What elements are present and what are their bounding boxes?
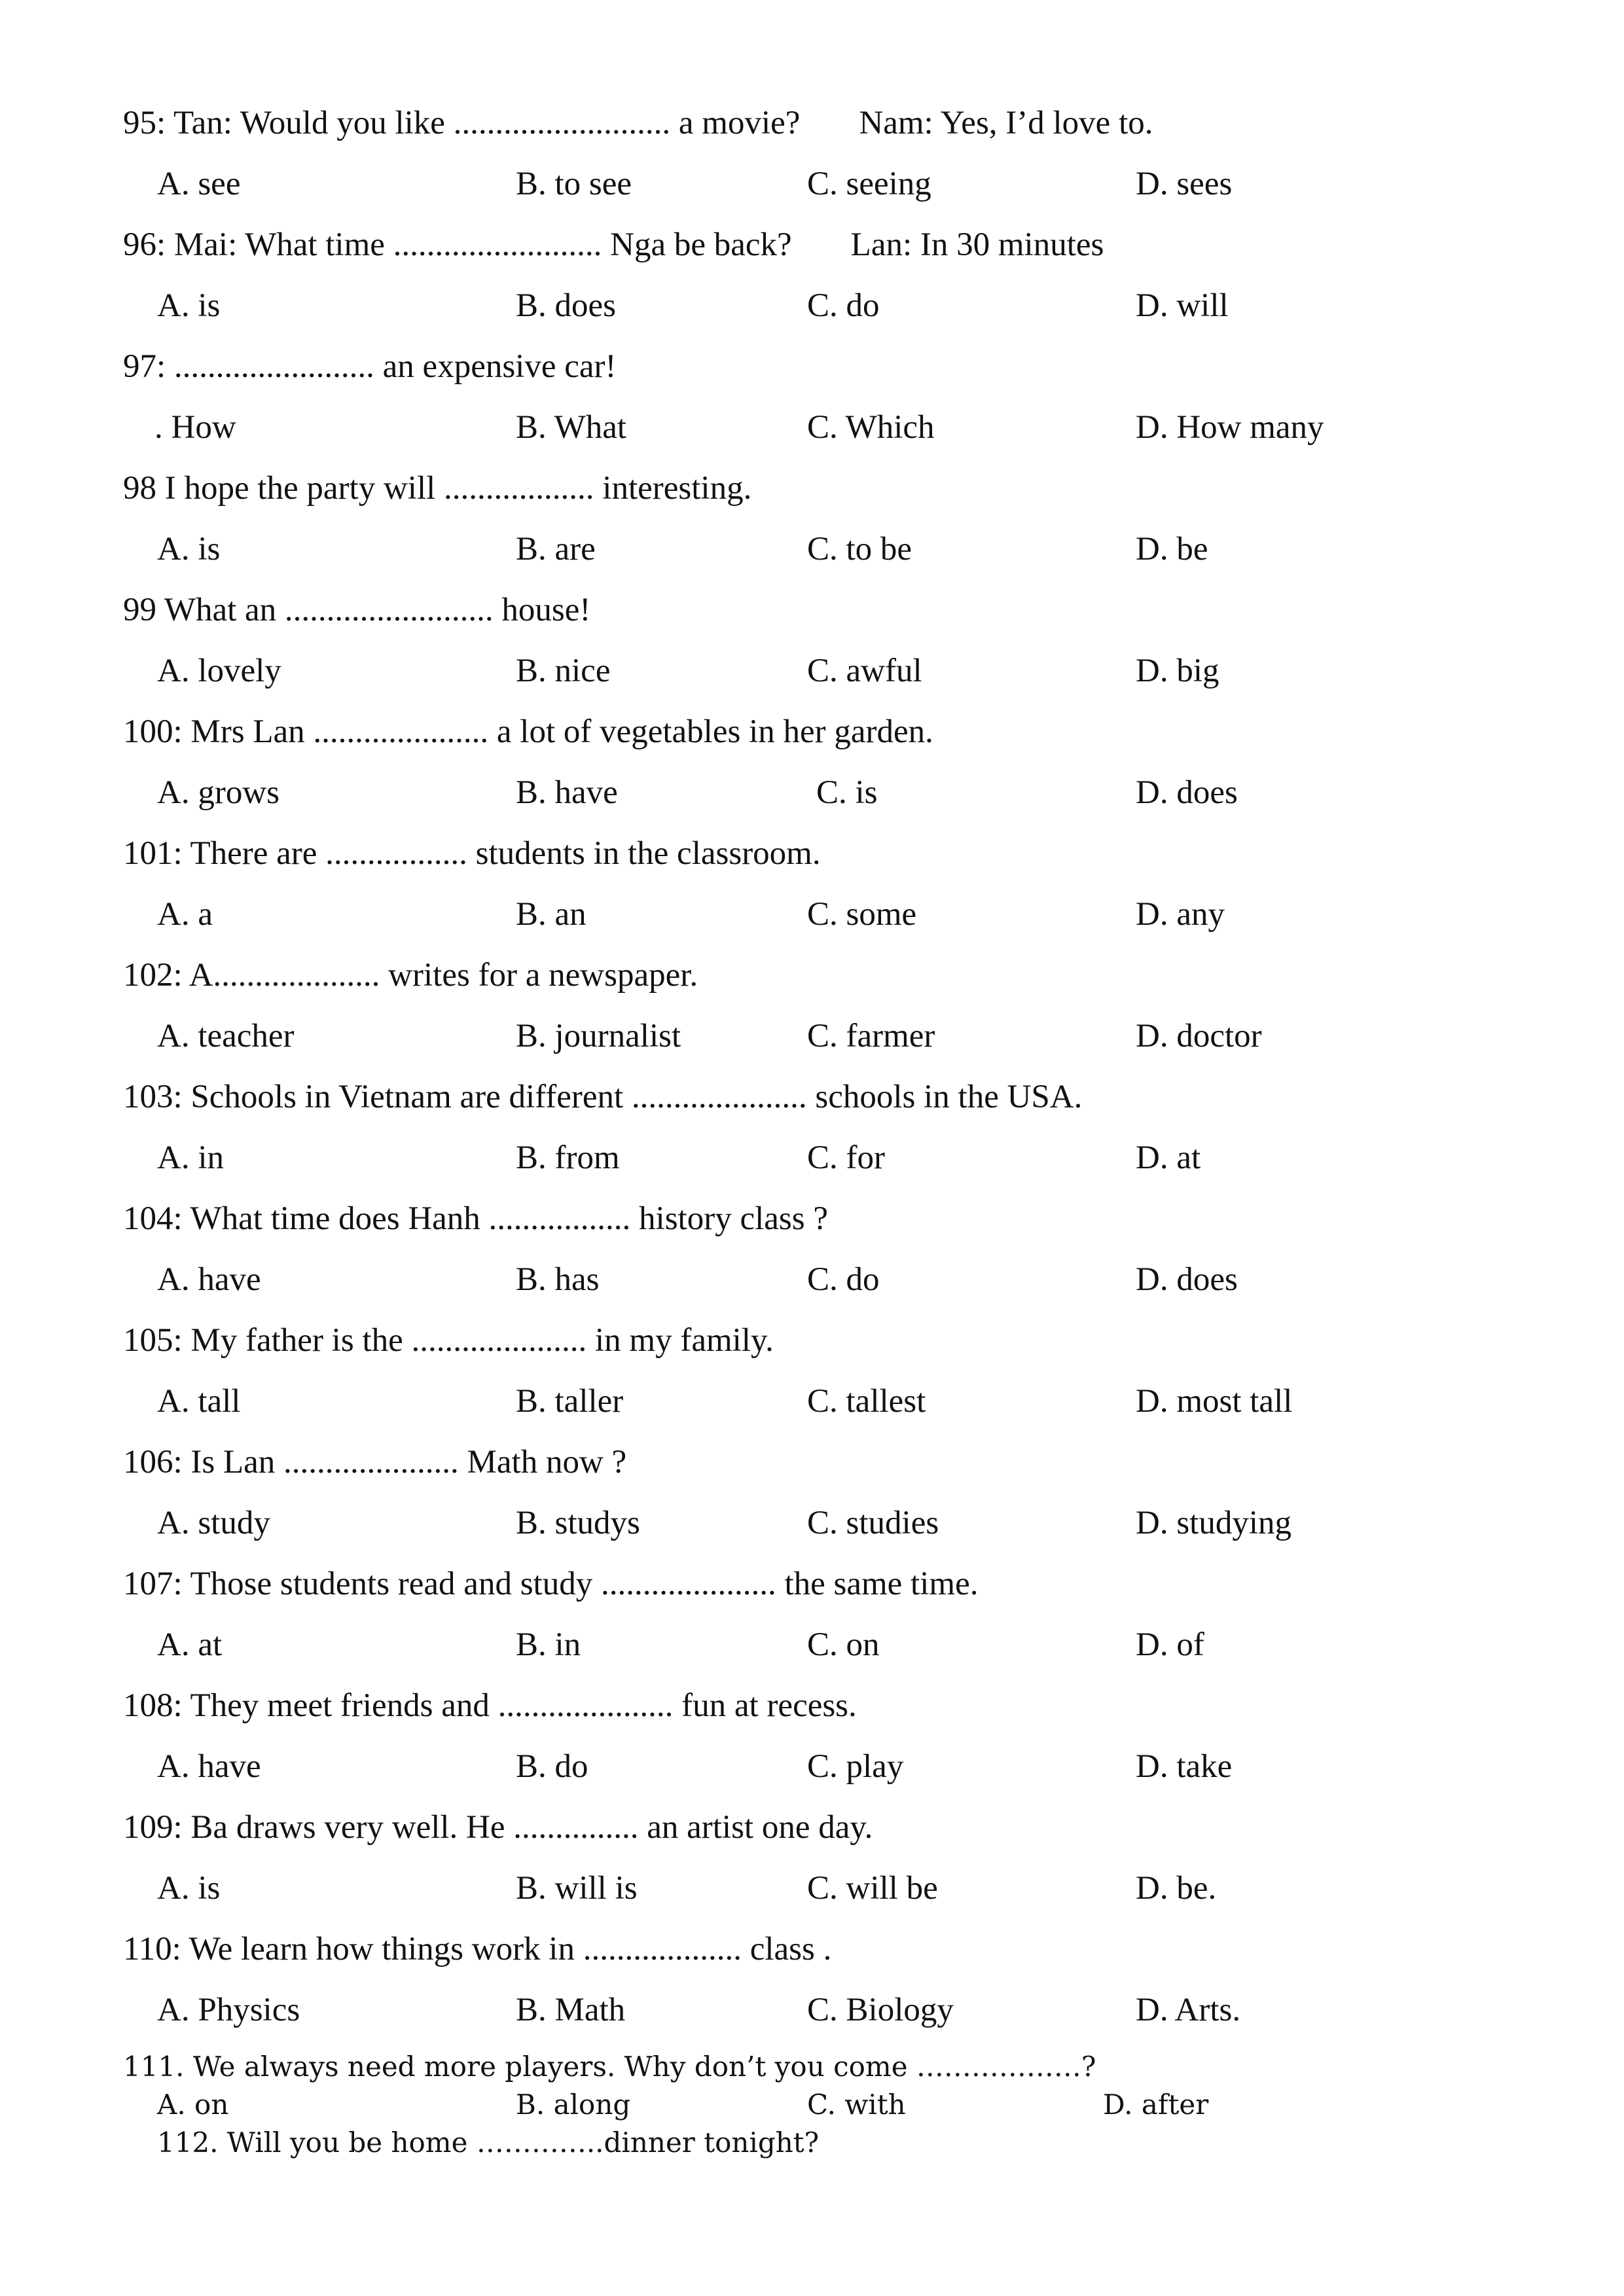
option-d[interactable]: D. will — [1136, 287, 1229, 324]
option-d[interactable]: D. sees — [1136, 166, 1233, 202]
question-103: 103: Schools in Vietnam are different ..................... schools in the USA. — [123, 1079, 1083, 1115]
option-c[interactable]: C. awful — [807, 653, 922, 689]
option-c[interactable]: C. for — [807, 1139, 885, 1176]
option-c[interactable]: C. do — [807, 1261, 880, 1298]
option-a[interactable]: A. at — [157, 1626, 223, 1663]
option-b[interactable]: B. will is — [516, 1870, 638, 1907]
option-a[interactable]: A. a — [157, 896, 213, 933]
option-b[interactable]: B. to see — [516, 166, 632, 202]
question-112: 112. Will you be home …………..dinner tonight? — [157, 2126, 820, 2159]
option-a[interactable]: . How — [154, 409, 236, 446]
option-d[interactable]: D. big — [1136, 653, 1219, 689]
option-b[interactable]: B. What — [516, 409, 627, 446]
option-c[interactable]: C. Biology — [807, 1992, 954, 2028]
option-c[interactable]: C. tallest — [807, 1383, 926, 1420]
option-b[interactable]: B. do — [516, 1748, 588, 1785]
option-c[interactable]: C. some — [807, 896, 917, 933]
question-reply: Lan: In 30 minutes — [850, 226, 1104, 263]
option-c[interactable]: C. do — [807, 287, 880, 324]
option-b[interactable]: B. journalist — [516, 1018, 681, 1054]
option-d[interactable]: D. of — [1136, 1626, 1204, 1663]
option-b[interactable]: B. are — [516, 531, 596, 567]
option-b[interactable]: B. have — [516, 774, 618, 811]
option-a[interactable]: A. have — [157, 1261, 261, 1298]
question-107: 107: Those students read and study ..................... the same time. — [123, 1566, 979, 1602]
option-d[interactable]: D. studying — [1136, 1505, 1292, 1541]
option-d[interactable]: D. be — [1136, 531, 1208, 567]
question-stem: 96: Mai: What time ......................... Nga be back? — [123, 226, 792, 263]
option-d[interactable]: D. take — [1136, 1748, 1233, 1785]
option-b[interactable]: B. has — [516, 1261, 600, 1298]
question-99: 99 What an ......................... house! — [123, 592, 591, 628]
option-d[interactable]: D. does — [1136, 1261, 1238, 1298]
option-a[interactable]: A. is — [157, 531, 221, 567]
option-a[interactable]: A. Physics — [157, 1992, 300, 2028]
question-102: 102: A.................... writes for a newspaper. — [123, 957, 698, 994]
option-d[interactable]: D. be. — [1136, 1870, 1217, 1907]
option-b[interactable]: B. does — [516, 287, 616, 324]
question-100: 100: Mrs Lan ..................... a lot of vegetables in her garden. — [123, 713, 933, 750]
option-b[interactable]: B. from — [516, 1139, 620, 1176]
option-d[interactable]: D. does — [1136, 774, 1238, 811]
option-a[interactable]: A. is — [157, 1870, 221, 1907]
option-b[interactable]: B. along — [516, 2089, 631, 2121]
question-104: 104: What time does Hanh ................. history class ? — [123, 1200, 828, 1237]
option-c[interactable]: C. is — [816, 774, 878, 811]
option-a[interactable]: A. tall — [157, 1383, 241, 1420]
option-a[interactable]: A. have — [157, 1748, 261, 1785]
option-d[interactable]: D. Arts. — [1136, 1992, 1241, 2028]
question-reply: Nam: Yes, I’d love to. — [859, 105, 1153, 141]
option-c[interactable]: C. studies — [807, 1505, 939, 1541]
question-95 — [123, 103, 1153, 143]
option-a[interactable]: A. in — [157, 1139, 224, 1176]
option-a[interactable]: A. see — [157, 166, 241, 202]
option-c[interactable]: C. Which — [807, 409, 935, 446]
question-96 — [123, 225, 1104, 264]
option-a[interactable]: A. grows — [157, 774, 280, 811]
option-d[interactable]: D. most tall — [1136, 1383, 1293, 1420]
option-d[interactable]: D. at — [1136, 1139, 1201, 1176]
option-c[interactable]: C. on — [807, 1626, 880, 1663]
option-c[interactable]: C. seeing — [807, 166, 931, 202]
question-98: 98 I hope the party will .................. interesting. — [123, 470, 752, 507]
option-a[interactable]: A. teacher — [157, 1018, 295, 1054]
question-stem: 95: Tan: Would you like .......................... a movie? — [123, 105, 801, 141]
question-105: 105: My father is the ..................... in my family. — [123, 1322, 774, 1359]
option-b[interactable]: B. in — [516, 1626, 581, 1663]
question-110: 110: We learn how things work in ................... class . — [123, 1931, 832, 1967]
question-108: 108: They meet friends and ..................... fun at recess. — [123, 1687, 857, 1724]
option-b[interactable]: B. taller — [516, 1383, 624, 1420]
option-d[interactable]: D. How many — [1136, 409, 1324, 446]
option-b[interactable]: B. Math — [516, 1992, 626, 2028]
option-b[interactable]: B. an — [516, 896, 586, 933]
option-a[interactable]: A. on — [157, 2089, 229, 2121]
option-a[interactable]: A. lovely — [157, 653, 281, 689]
option-a[interactable]: A. study — [157, 1505, 270, 1541]
option-d[interactable]: D. doctor — [1136, 1018, 1262, 1054]
option-c[interactable]: C. will be — [807, 1870, 938, 1907]
option-c[interactable]: C. farmer — [807, 1018, 935, 1054]
option-b[interactable]: B. nice — [516, 653, 611, 689]
option-c[interactable]: C. with — [807, 2089, 906, 2121]
option-c[interactable]: C. to be — [807, 531, 912, 567]
option-b[interactable]: B. studys — [516, 1505, 640, 1541]
option-a[interactable]: A. is — [157, 287, 221, 324]
option-d[interactable]: D. any — [1136, 896, 1225, 933]
question-97: 97: ........................ an expensive car! — [123, 348, 617, 385]
question-101: 101: There are ................. students in the classroom. — [123, 835, 821, 872]
question-111: 111. We always need more players. Why don’t you come ………………? — [123, 2051, 1096, 2083]
question-106: 106: Is Lan ..................... Math now ? — [123, 1444, 627, 1480]
option-d[interactable]: D. after — [1103, 2089, 1209, 2121]
question-109: 109: Ba draws very well. He ............... an artist one day. — [123, 1809, 873, 1846]
option-c[interactable]: C. play — [807, 1748, 904, 1785]
